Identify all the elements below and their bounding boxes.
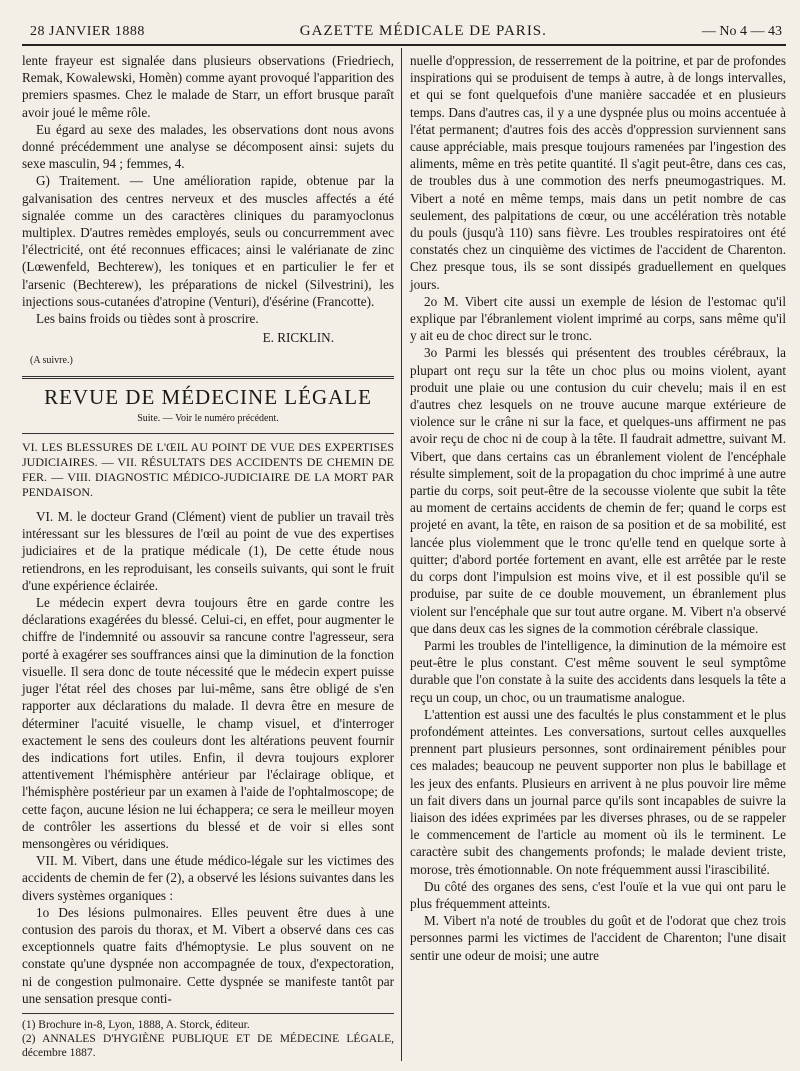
column-divider (401, 48, 402, 1061)
section-separator (22, 376, 394, 379)
section-subtitle: Suite. — Voir le numéro précédent. (137, 412, 279, 424)
author-signature: E. RICKLIN. (262, 330, 334, 346)
paragraph: L'attention est aussi une des facultés le plus constamment et le plus profondément atteintes. Les conversations, surtout celles auxquelles prennent part plusieurs personnes, sont ordinairement pénibles pour ces malades; beaucoup ne peuvent supporter non plus le babillage et les jeux des enfants. Plusieurs en arrivent à ne plus pouvoir lire même un fait divers dans un journal parce qu'ils sont incapables de suivre la liaison des idées exprimées par les diverses phrases, ou de se rappeler le commencement de l'article au moment où ils le terminent. Le caractère subit des changements profonds; le malade devient triste, morose, très émotionnable. On note fréquemment aussi l'irascibilité. (410, 706, 786, 877)
issue-date: 28 JANVIER 1888 (30, 24, 145, 39)
page-number: — No 4 — 43 (701, 24, 782, 39)
paragraph: 1o Des lésions pulmonaires. Elles peuvent être dues à une contusion des parois du thorax, et M. Vibert a observé dans ces cas exceptionnels quatre faits d'hémoptysie. Le plus souvent on ne constate qu'une dyspnée non accompagnée de toux, d'expectoration, ni de congestion pulmonaire. Cette dyspnée se manifeste tantôt par une sensation presque conti- (22, 904, 394, 1006)
header-rule (22, 44, 786, 46)
left-column (22, 52, 394, 1060)
paragraph: Les bains froids ou tièdes sont à proscrire. (36, 311, 259, 327)
paragraph: Eu égard au sexe des malades, les observations dont nous avons donné précédemment une analyse se décomposent ainsi: sujets du sexe masculin, 94 ; femmes, 4. (22, 121, 394, 172)
paragraph: nuelle d'oppression, de resserrement de la poitrine, et par de profondes inspirations qui se produisent de temps à autre, à de longs intervalles, et qui se font quelquefois d'une manière saccadée et en plusieurs temps. Dans d'autres cas, il y a une dyspnée plus ou moins accentuée à l'état permanent; d'autres fois des accès d'oppression surviennent sans cause appréciable, mais presque toujours ramenées par l'ingestion des aliments, même en très petite quantité. Il s'agit peut-être, dans ces cas, de troubles dus à une commotion des nerfs pneumogastriques. M. Vibert a noté en même temps, mais dans un petit nombre de cas seulement, des palpitations de cœur, ou une accélération très notable du pouls (jusqu'à 110) sans fièvre. Les troubles respiratoires ont été constatés chez un cinquième des victimes de l'accident de Charenton. Chez presque tous, ils se sont dissipés graduellement en quelques jours. (410, 53, 786, 292)
page-header (30, 18, 782, 40)
paragraph: M. Vibert n'a noté de troubles du goût et de l'odorat que chez trois personnes parmi les victimes de l'accident de Charenton; l'une disait sentir une odeur de moisi; une autre (410, 913, 786, 963)
paragraph: VII. M. Vibert, dans une étude médico-légale sur les victimes des accidents de chemin de fer (2), a observé les lésions suivantes dans les divers systèmes organiques : (22, 853, 394, 903)
section-summary: VI. LES BLESSURES DE L'ŒIL AU POINT DE VUE DES EXPERTISES JUDICIAIRES. — VII. RÉSULTATS DES ACCIDENTS DE CHEMIN DE FER. — VIII. DIAGNOSTIC MÉDICO-JUDICIAIRE DE LA MORT PAR PENDAISON. (22, 440, 394, 500)
subtitle-rule (22, 433, 394, 434)
section-title: REVUE DE MÉDECINE LÉGALE (44, 384, 372, 409)
paragraph: VI. M. le docteur Grand (Clément) vient de publier un travail très intéressant sur les blessures de l'œil au point de vue des expertises judiciaires et de la pratique médicale (1), De cette étude nous retiendrons, en les reproduisant, les conseils suivants, qui sont le fruit d'une expérience éclairée. (22, 509, 394, 593)
footnote: (1) Brochure in-8, Lyon, 1888, A. Storck, éditeur. (22, 1018, 250, 1031)
paragraph: 2o M. Vibert cite aussi un exemple de lésion de l'estomac qu'il explique par l'ébranlement violent imprimé au corps, sans même qu'il y ait eu de choc direct sur le tronc. (410, 293, 786, 344)
paragraph: 3o Parmi les blessés qui présentent des troubles cérébraux, la plupart ont reçu sur la tête un choc plus ou moins violent, ayant produit une plaie ou une contusion du cuir chevelu; mais il en est d'autres chez lesquels on ne trouve aucune marque extérieure de violence sur le crâne ni sur la face, et quelques-uns affirment ne pas avoir reçu de choc ni de coup à la tête. Il faudrait admettre, suivant M. Vibert, que dans certains cas un ébranlement violent de l'encéphale résulte simplement, soit de la propagation du choc imprimé à une autre partie du corps, soit peut-être de la secousse violente que subit la tête au moment de certains accidents de chemin de fer; quand le corps est projeté en avant, la tête, en raison de sa position et de sa mobilité, est lancée plus violemment que le tronc qu'elle tend en quelque sorte à quitter; d'abord portée fortement en avant, elle est arrêtée par le reste du corps dont l'impulsion est moins vive, et il est possible qu'il se produise, par suite de ce double mouvement, un ébranlement plus violent sur l'encéphale que sur tout autre organe. M. Vibert n'a observé que dans deux cas les signes de la commotion cérébrale classique. (410, 345, 786, 636)
right-column (410, 52, 786, 964)
to-be-continued: (A suivre.) (30, 355, 73, 367)
footnote: (2) ANNALES D'HYGIÈNE PUBLIQUE ET DE MÉDECINE LÉGALE, décembre 1887. (22, 1032, 394, 1059)
paragraph: Parmi les troubles de l'intelligence, la diminution de la mémoire est peut-être le plus constant. C'est même souvent le seul symptôme durable que l'on constate à la suite des accidents dans lesquels la tête a reçu un coup, un choc, ou un traumatisme analogue. (410, 637, 786, 705)
paragraph: lente frayeur est signalée dans plusieurs observations (Friedriech, Remak, Kowalewski, Homèn) comme ayant provoqué l'apparition des premiers spasmes. Chez le malade de Starr, un effort brusque paraît avoir joué le même rôle. (22, 53, 394, 120)
paragraph: Le médecin expert devra toujours être en garde contre les déclarations exagérées du blessé. Celui-ci, en effet, pour augmenter le chiffre de l'indemnité ou assouvir sa rancune contre l'agresseur, sera porté à exagérer ses souffrances ainsi que la diminution de la fonction visuelle. Il sera donc de toute nécessité que le médecin expert puisse juger l'état réel des choses par lui-même, sans être obligé de s'en rapporter aux déclarations du malade. Il devra être en mesure de déterminer l'acuité visuelle, le champ visuel, et d'interroger exactement le sens des couleurs dont les altérations peuvent fournir des indications fort utiles. Enfin, il devra toujours explorer attentivement l'hémisphère antérieur par l'éclairage oblique, et l'hémisphère postérieur par un examen à l'aide de l'ophtalmoscope; de cette façon, aucune lésion ne lui échappera; ce sera le meilleur moyen de contrôler les assertions du blessé et de voir si elles sont mensongères ou véridiques. (22, 595, 394, 851)
paragraph: Du côté des organes des sens, c'est l'ouïe et la vue qui ont paru le plus fréquemment atteints. (410, 878, 786, 911)
footnotes (22, 1013, 394, 1060)
journal-title: GAZETTE MÉDICALE DE PARIS. (299, 23, 547, 39)
paragraph: G) Traitement. — Une amélioration rapide, obtenue par la galvanisation des centres nerveux et des muscles affectés a été signalée comme un des caractères cliniques du paramyoclonus multiplex. D'autres remèdes employés, seuls ou concurremment avec l'électricité, ont été reconnues efficaces; ainsi le valérianate de zinc (Lœwenfeld, Bechterew), les toniques et en particulier le fer et l'arsenic (Bechterew), les préparations de nickel (Silvestrini), les injections sous-cutanées d'atropine (Venturi), d'ésérine (Francotte). (22, 173, 394, 309)
